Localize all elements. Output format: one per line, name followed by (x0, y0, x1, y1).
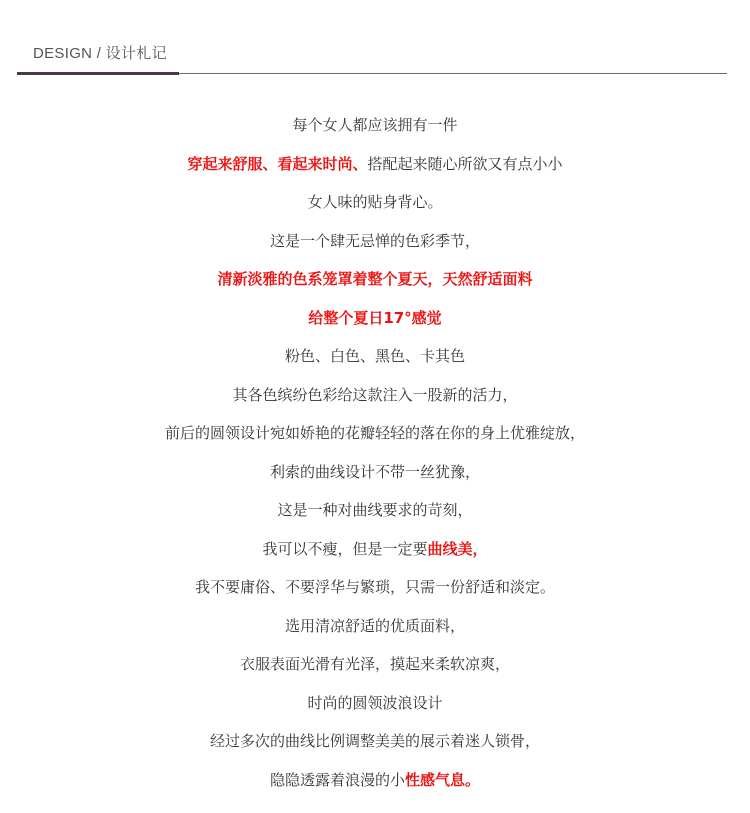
text-line (0, 106, 750, 145)
line-text: 女人味的贴身背心。 (307, 193, 443, 211)
line-text: 利索的曲线设计不带一丝犹豫， (269, 462, 480, 481)
text-line (0, 260, 750, 299)
text-line (0, 337, 750, 376)
line-text: 每个女人都应该拥有一件 (292, 116, 458, 134)
header-accent-bar (17, 72, 179, 75)
line-text: 这是一种对曲线要求的苛刻， (277, 501, 473, 519)
line-text: 其各色缤纷色彩给这款注入一股新的活力， (232, 385, 518, 404)
text-line (0, 453, 750, 492)
text-line (0, 722, 750, 761)
text-line (0, 299, 750, 338)
line-text: 隐隐透露着浪漫的小 (269, 770, 405, 789)
text-line (0, 645, 750, 684)
highlight-text: 曲线美， (427, 539, 488, 558)
section-title: DESIGN / 设计札记 (33, 45, 167, 62)
text-line (0, 414, 750, 453)
line-text: 衣服表面光滑有光泽，摸起来柔软凉爽， (239, 655, 510, 673)
description-body (0, 106, 750, 799)
line-text: 我可以不瘦，但是一定要 (262, 539, 428, 558)
line-text: 时尚的圆领波浪设计 (307, 693, 443, 712)
text-line (0, 222, 750, 261)
text-line (0, 376, 750, 415)
text-line (0, 183, 750, 222)
line-text: 我不要庸俗、不要浮华与繁琐，只需一份舒适和淡定。 (194, 578, 555, 596)
text-line (0, 684, 750, 723)
line-text: 粉色、白色、黑色、卡其色 (284, 347, 465, 365)
text-line (0, 607, 750, 646)
highlight-text: 性感气息。 (405, 770, 481, 789)
highlight-text: 穿起来舒服、看起来时尚、 (187, 154, 368, 173)
text-line (0, 761, 750, 800)
text-line (0, 568, 750, 607)
text-line (0, 530, 750, 569)
line-text: 前后的圆领设计宛如娇艳的花瓣轻轻的落在你的身上优雅绽放， (164, 424, 585, 442)
text-line (0, 491, 750, 530)
highlight-text: 清新淡雅的色系笼罩着整个夏天，天然舒适面料 (217, 270, 533, 288)
line-text: 搭配起来随心所欲又有点小小 (367, 154, 563, 173)
line-text: 选用清凉舒适的优质面料， (284, 616, 465, 635)
line-text: 这是一个肆无忌惮的色彩季节， (269, 231, 480, 250)
line-text: 经过多次的曲线比例调整美美的展示着迷人锁骨， (209, 732, 540, 750)
text-line (0, 145, 750, 184)
highlight-text: 给整个夏日17°感觉 (308, 308, 442, 327)
section-header (17, 38, 727, 74)
